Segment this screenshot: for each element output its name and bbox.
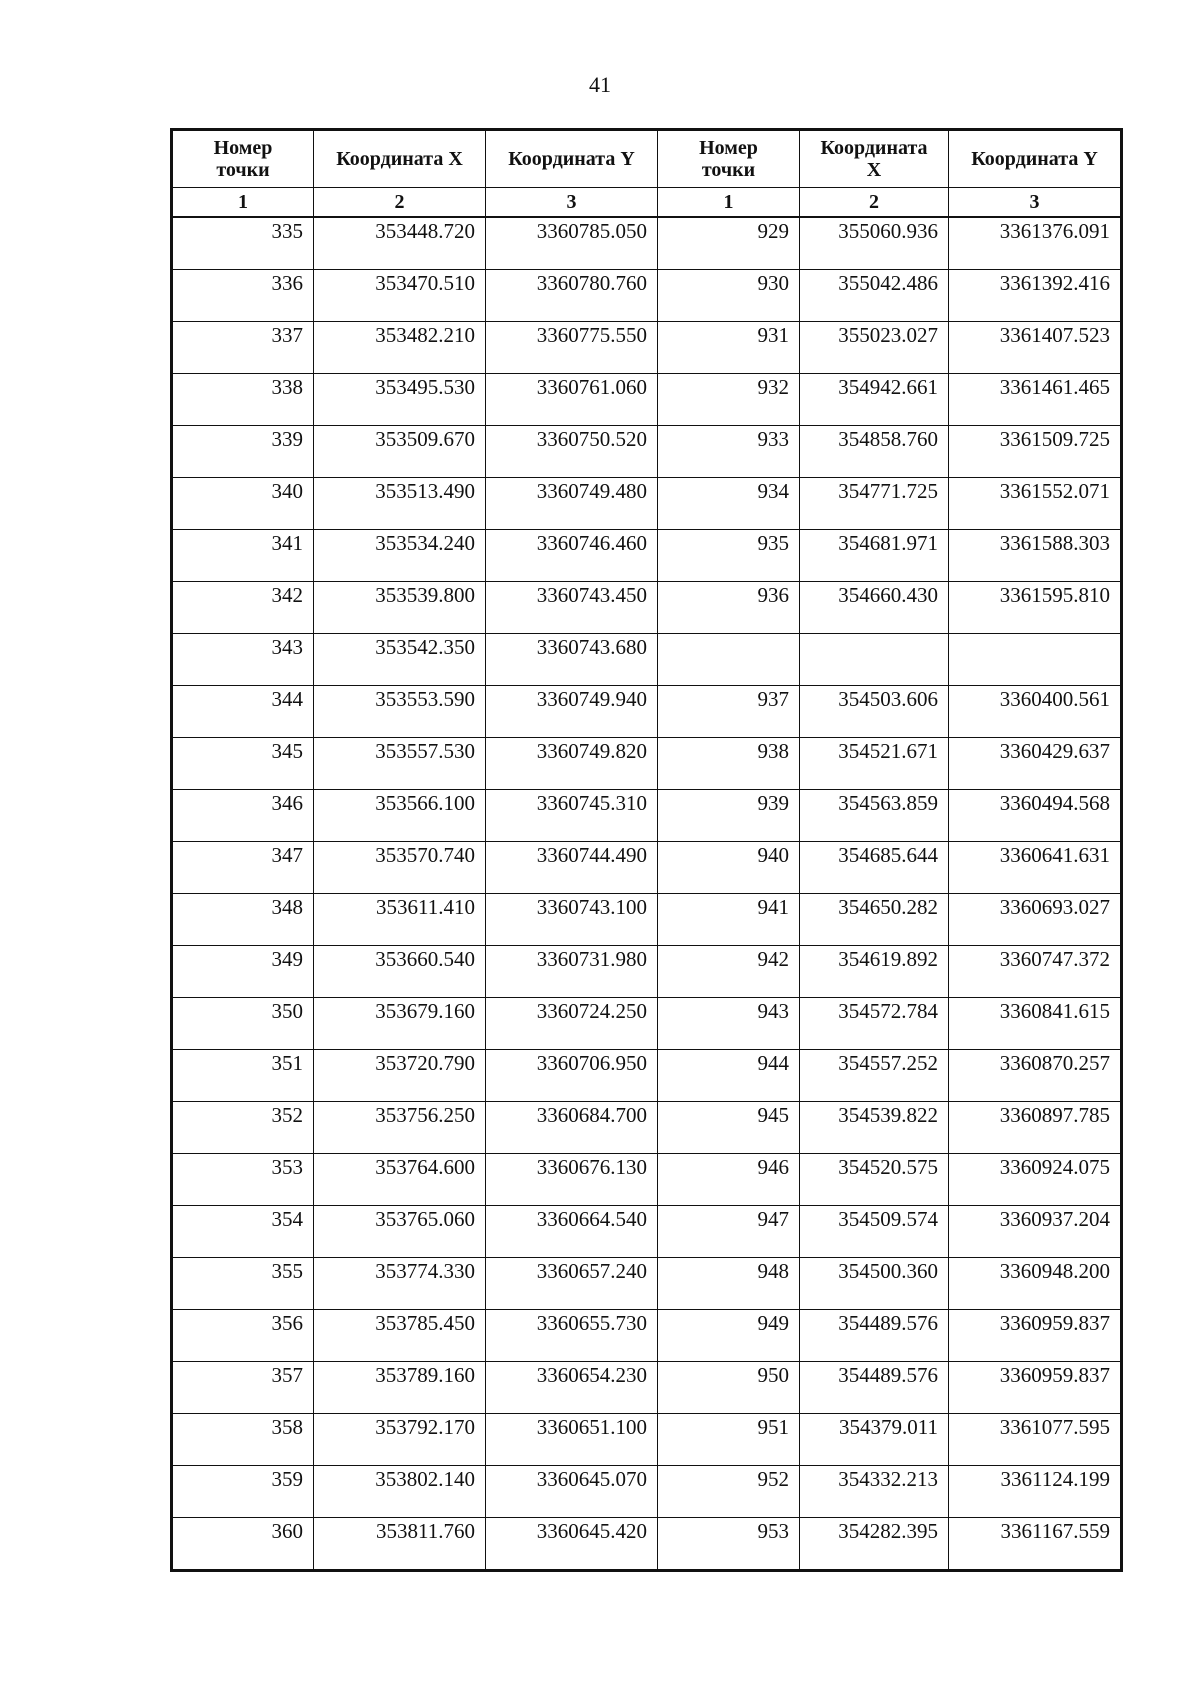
coordinate-x-cell: 353553.590 bbox=[314, 686, 486, 738]
point-number-2-cell bbox=[658, 634, 800, 686]
coordinate-y-2-cell: 3360897.785 bbox=[949, 1102, 1122, 1154]
coordinate-x-2-cell: 354685.644 bbox=[800, 842, 949, 894]
coordinate-y-cell: 3360761.060 bbox=[486, 374, 658, 426]
point-number-2-cell: 950 bbox=[658, 1362, 800, 1414]
coordinate-x-2-cell: 354771.725 bbox=[800, 478, 949, 530]
coordinate-x-2-cell: 354503.606 bbox=[800, 686, 949, 738]
point-number-2-cell: 938 bbox=[658, 738, 800, 790]
coordinate-x-2-cell: 354489.576 bbox=[800, 1310, 949, 1362]
coordinate-x-cell: 353566.100 bbox=[314, 790, 486, 842]
coordinate-y-cell: 3360744.490 bbox=[486, 842, 658, 894]
point-number-2-cell: 934 bbox=[658, 478, 800, 530]
point-number-cell: 343 bbox=[172, 634, 314, 686]
coordinate-x-2-cell: 354520.575 bbox=[800, 1154, 949, 1206]
column-number: 1 bbox=[172, 188, 314, 218]
coordinate-y-cell: 3360775.550 bbox=[486, 322, 658, 374]
table-row bbox=[172, 478, 1122, 530]
coordinate-x-2-cell: 354858.760 bbox=[800, 426, 949, 478]
point-number-2-cell: 944 bbox=[658, 1050, 800, 1102]
coordinate-x-2-cell: 354660.430 bbox=[800, 582, 949, 634]
coordinate-y-2-cell: 3360924.075 bbox=[949, 1154, 1122, 1206]
table-row bbox=[172, 1310, 1122, 1362]
column-number: 3 bbox=[949, 188, 1122, 218]
point-number-2-cell: 945 bbox=[658, 1102, 800, 1154]
point-number-cell: 350 bbox=[172, 998, 314, 1050]
point-number-2-cell: 951 bbox=[658, 1414, 800, 1466]
coordinate-y-cell: 3360657.240 bbox=[486, 1258, 658, 1310]
coordinate-y-2-cell: 3361552.071 bbox=[949, 478, 1122, 530]
coordinate-x-2-cell: 355042.486 bbox=[800, 270, 949, 322]
coordinate-y-cell: 3360749.820 bbox=[486, 738, 658, 790]
coordinate-y-cell: 3360655.730 bbox=[486, 1310, 658, 1362]
point-number-cell: 345 bbox=[172, 738, 314, 790]
coordinate-x-cell: 353611.410 bbox=[314, 894, 486, 946]
coordinate-x-cell: 353811.760 bbox=[314, 1518, 486, 1571]
table-row bbox=[172, 1102, 1122, 1154]
point-number-2-cell: 935 bbox=[658, 530, 800, 582]
point-number-cell: 349 bbox=[172, 946, 314, 998]
coordinate-y-cell: 3360654.230 bbox=[486, 1362, 658, 1414]
point-number-cell: 358 bbox=[172, 1414, 314, 1466]
coordinate-x-2-cell: 354379.011 bbox=[800, 1414, 949, 1466]
coordinate-y-cell: 3360746.460 bbox=[486, 530, 658, 582]
coordinate-x-cell: 353509.670 bbox=[314, 426, 486, 478]
coordinate-x-2-cell: 354282.395 bbox=[800, 1518, 949, 1571]
point-number-header: Номер точки bbox=[172, 130, 314, 188]
table-row bbox=[172, 530, 1122, 582]
point-number-2-cell: 932 bbox=[658, 374, 800, 426]
coordinate-x-cell: 353495.530 bbox=[314, 374, 486, 426]
coordinate-x-header-2: Координата X bbox=[800, 130, 949, 188]
header-row bbox=[172, 130, 1122, 188]
point-number-cell: 352 bbox=[172, 1102, 314, 1154]
coordinate-x-header: Координата X bbox=[314, 130, 486, 188]
coordinate-y-cell: 3360785.050 bbox=[486, 217, 658, 270]
table-row bbox=[172, 1466, 1122, 1518]
coordinate-y-header-2: Координата Y bbox=[949, 130, 1122, 188]
point-number-cell: 344 bbox=[172, 686, 314, 738]
coordinate-y-2-cell: 3360959.837 bbox=[949, 1362, 1122, 1414]
coordinates-table bbox=[170, 128, 1123, 1572]
table-row bbox=[172, 374, 1122, 426]
coordinate-y-2-cell: 3361124.199 bbox=[949, 1466, 1122, 1518]
table-row bbox=[172, 946, 1122, 998]
point-number-cell: 342 bbox=[172, 582, 314, 634]
coordinate-x-2-cell: 354509.574 bbox=[800, 1206, 949, 1258]
coordinate-x-2-cell: 354500.360 bbox=[800, 1258, 949, 1310]
coordinate-y-2-cell bbox=[949, 634, 1122, 686]
coordinate-y-cell: 3360743.450 bbox=[486, 582, 658, 634]
coordinate-y-cell: 3360743.680 bbox=[486, 634, 658, 686]
coordinate-x-cell: 353720.790 bbox=[314, 1050, 486, 1102]
coordinate-x-cell: 353774.330 bbox=[314, 1258, 486, 1310]
table-row bbox=[172, 998, 1122, 1050]
coordinate-y-2-cell: 3360841.615 bbox=[949, 998, 1122, 1050]
coordinate-x-2-cell: 355060.936 bbox=[800, 217, 949, 270]
coordinate-x-cell: 353542.350 bbox=[314, 634, 486, 686]
table-row bbox=[172, 894, 1122, 946]
table-row bbox=[172, 322, 1122, 374]
point-number-cell: 346 bbox=[172, 790, 314, 842]
coordinate-y-2-cell: 3360693.027 bbox=[949, 894, 1122, 946]
coordinate-y-cell: 3360749.480 bbox=[486, 478, 658, 530]
coordinate-y-2-cell: 3360494.568 bbox=[949, 790, 1122, 842]
point-number-cell: 347 bbox=[172, 842, 314, 894]
table-row bbox=[172, 1414, 1122, 1466]
point-number-2-cell: 942 bbox=[658, 946, 800, 998]
coordinate-x-2-cell: 354563.859 bbox=[800, 790, 949, 842]
coordinate-x-cell: 353660.540 bbox=[314, 946, 486, 998]
coordinate-y-2-cell: 3360937.204 bbox=[949, 1206, 1122, 1258]
point-number-2-cell: 949 bbox=[658, 1310, 800, 1362]
coordinate-x-2-cell: 354489.576 bbox=[800, 1362, 949, 1414]
point-number-2-cell: 937 bbox=[658, 686, 800, 738]
table-row bbox=[172, 842, 1122, 894]
table-row bbox=[172, 634, 1122, 686]
coordinate-x-cell: 353756.250 bbox=[314, 1102, 486, 1154]
point-number-cell: 338 bbox=[172, 374, 314, 426]
coordinate-y-cell: 3360645.420 bbox=[486, 1518, 658, 1571]
table-row bbox=[172, 270, 1122, 322]
coordinate-x-2-cell: 355023.027 bbox=[800, 322, 949, 374]
coordinate-y-cell: 3360645.070 bbox=[486, 1466, 658, 1518]
coordinate-y-2-cell: 3360641.631 bbox=[949, 842, 1122, 894]
table-row bbox=[172, 217, 1122, 270]
coordinate-x-cell: 353539.800 bbox=[314, 582, 486, 634]
table-row bbox=[172, 738, 1122, 790]
coordinate-x-cell: 353802.140 bbox=[314, 1466, 486, 1518]
coordinate-y-cell: 3360684.700 bbox=[486, 1102, 658, 1154]
table-row bbox=[172, 1258, 1122, 1310]
table-row bbox=[172, 1050, 1122, 1102]
column-number: 1 bbox=[658, 188, 800, 218]
coordinate-x-2-cell: 354942.661 bbox=[800, 374, 949, 426]
coordinate-y-cell: 3360676.130 bbox=[486, 1154, 658, 1206]
coordinate-x-cell: 353470.510 bbox=[314, 270, 486, 322]
coordinate-x-2-cell: 354557.252 bbox=[800, 1050, 949, 1102]
point-number-cell: 353 bbox=[172, 1154, 314, 1206]
coordinate-y-2-cell: 3361392.416 bbox=[949, 270, 1122, 322]
table-row bbox=[172, 582, 1122, 634]
point-number-2-cell: 946 bbox=[658, 1154, 800, 1206]
coordinate-x-cell: 353570.740 bbox=[314, 842, 486, 894]
coordinate-y-cell: 3360749.940 bbox=[486, 686, 658, 738]
coordinate-x-cell: 353534.240 bbox=[314, 530, 486, 582]
page-number: 41 bbox=[589, 72, 611, 97]
table-row bbox=[172, 1154, 1122, 1206]
point-number-2-cell: 943 bbox=[658, 998, 800, 1050]
point-number-2-cell: 936 bbox=[658, 582, 800, 634]
point-number-2-cell: 952 bbox=[658, 1466, 800, 1518]
table-row bbox=[172, 1518, 1122, 1571]
coordinate-y-cell: 3360780.760 bbox=[486, 270, 658, 322]
coordinate-x-2-cell: 354521.671 bbox=[800, 738, 949, 790]
point-number-cell: 360 bbox=[172, 1518, 314, 1571]
coordinate-x-cell: 353792.170 bbox=[314, 1414, 486, 1466]
point-number-cell: 337 bbox=[172, 322, 314, 374]
coordinate-x-cell: 353789.160 bbox=[314, 1362, 486, 1414]
coordinate-y-cell: 3360731.980 bbox=[486, 946, 658, 998]
point-number-2-cell: 941 bbox=[658, 894, 800, 946]
point-number-cell: 351 bbox=[172, 1050, 314, 1102]
coordinate-x-2-cell: 354332.213 bbox=[800, 1466, 949, 1518]
coordinate-x-cell: 353765.060 bbox=[314, 1206, 486, 1258]
point-number-2-cell: 948 bbox=[658, 1258, 800, 1310]
coordinate-y-2-cell: 3360870.257 bbox=[949, 1050, 1122, 1102]
table-row bbox=[172, 686, 1122, 738]
point-number-cell: 341 bbox=[172, 530, 314, 582]
coordinate-y-cell: 3360651.100 bbox=[486, 1414, 658, 1466]
coordinate-y-2-cell: 3361595.810 bbox=[949, 582, 1122, 634]
coordinate-y-2-cell: 3361407.523 bbox=[949, 322, 1122, 374]
coordinate-x-cell: 353764.600 bbox=[314, 1154, 486, 1206]
table-body bbox=[172, 217, 1122, 1571]
point-number-cell: 354 bbox=[172, 1206, 314, 1258]
coordinate-x-cell: 353557.530 bbox=[314, 738, 486, 790]
point-number-2-cell: 931 bbox=[658, 322, 800, 374]
coordinate-x-2-cell: 354619.892 bbox=[800, 946, 949, 998]
table-row bbox=[172, 1362, 1122, 1414]
coordinate-y-2-cell: 3361167.559 bbox=[949, 1518, 1122, 1571]
table-row bbox=[172, 790, 1122, 842]
coordinate-x-2-cell bbox=[800, 634, 949, 686]
point-number-2-cell: 940 bbox=[658, 842, 800, 894]
coordinate-y-header: Координата Y bbox=[486, 130, 658, 188]
point-number-cell: 348 bbox=[172, 894, 314, 946]
coordinate-x-cell: 353513.490 bbox=[314, 478, 486, 530]
coordinate-y-2-cell: 3360948.200 bbox=[949, 1258, 1122, 1310]
point-number-cell: 359 bbox=[172, 1466, 314, 1518]
coordinate-x-2-cell: 354681.971 bbox=[800, 530, 949, 582]
point-number-cell: 355 bbox=[172, 1258, 314, 1310]
coordinate-x-2-cell: 354572.784 bbox=[800, 998, 949, 1050]
point-number-cell: 356 bbox=[172, 1310, 314, 1362]
coordinate-y-2-cell: 3361376.091 bbox=[949, 217, 1122, 270]
coordinate-y-2-cell: 3360959.837 bbox=[949, 1310, 1122, 1362]
point-number-cell: 357 bbox=[172, 1362, 314, 1414]
column-number-row bbox=[172, 188, 1122, 218]
point-number-2-cell: 930 bbox=[658, 270, 800, 322]
table-row bbox=[172, 426, 1122, 478]
coordinate-y-cell: 3360664.540 bbox=[486, 1206, 658, 1258]
coordinate-y-2-cell: 3361077.595 bbox=[949, 1414, 1122, 1466]
table-row bbox=[172, 1206, 1122, 1258]
column-number: 2 bbox=[314, 188, 486, 218]
coordinate-y-2-cell: 3360400.561 bbox=[949, 686, 1122, 738]
point-number-header-2: Номер точки bbox=[658, 130, 800, 188]
coordinate-x-cell: 353482.210 bbox=[314, 322, 486, 374]
coordinate-y-cell: 3360745.310 bbox=[486, 790, 658, 842]
coordinate-y-2-cell: 3361588.303 bbox=[949, 530, 1122, 582]
coordinate-y-2-cell: 3361509.725 bbox=[949, 426, 1122, 478]
coordinate-x-2-cell: 354650.282 bbox=[800, 894, 949, 946]
coordinate-y-cell: 3360724.250 bbox=[486, 998, 658, 1050]
coordinate-x-cell: 353448.720 bbox=[314, 217, 486, 270]
point-number-cell: 339 bbox=[172, 426, 314, 478]
column-number: 3 bbox=[486, 188, 658, 218]
coordinate-y-2-cell: 3360747.372 bbox=[949, 946, 1122, 998]
coordinate-x-cell: 353785.450 bbox=[314, 1310, 486, 1362]
point-number-cell: 340 bbox=[172, 478, 314, 530]
coordinate-y-cell: 3360743.100 bbox=[486, 894, 658, 946]
point-number-2-cell: 953 bbox=[658, 1518, 800, 1571]
point-number-2-cell: 929 bbox=[658, 217, 800, 270]
coordinate-y-2-cell: 3360429.637 bbox=[949, 738, 1122, 790]
point-number-cell: 335 bbox=[172, 217, 314, 270]
point-number-2-cell: 933 bbox=[658, 426, 800, 478]
point-number-2-cell: 939 bbox=[658, 790, 800, 842]
coordinate-y-2-cell: 3361461.465 bbox=[949, 374, 1122, 426]
coordinate-x-2-cell: 354539.822 bbox=[800, 1102, 949, 1154]
coordinate-y-cell: 3360750.520 bbox=[486, 426, 658, 478]
coordinate-x-cell: 353679.160 bbox=[314, 998, 486, 1050]
column-number: 2 bbox=[800, 188, 949, 218]
coordinate-y-cell: 3360706.950 bbox=[486, 1050, 658, 1102]
point-number-cell: 336 bbox=[172, 270, 314, 322]
point-number-2-cell: 947 bbox=[658, 1206, 800, 1258]
